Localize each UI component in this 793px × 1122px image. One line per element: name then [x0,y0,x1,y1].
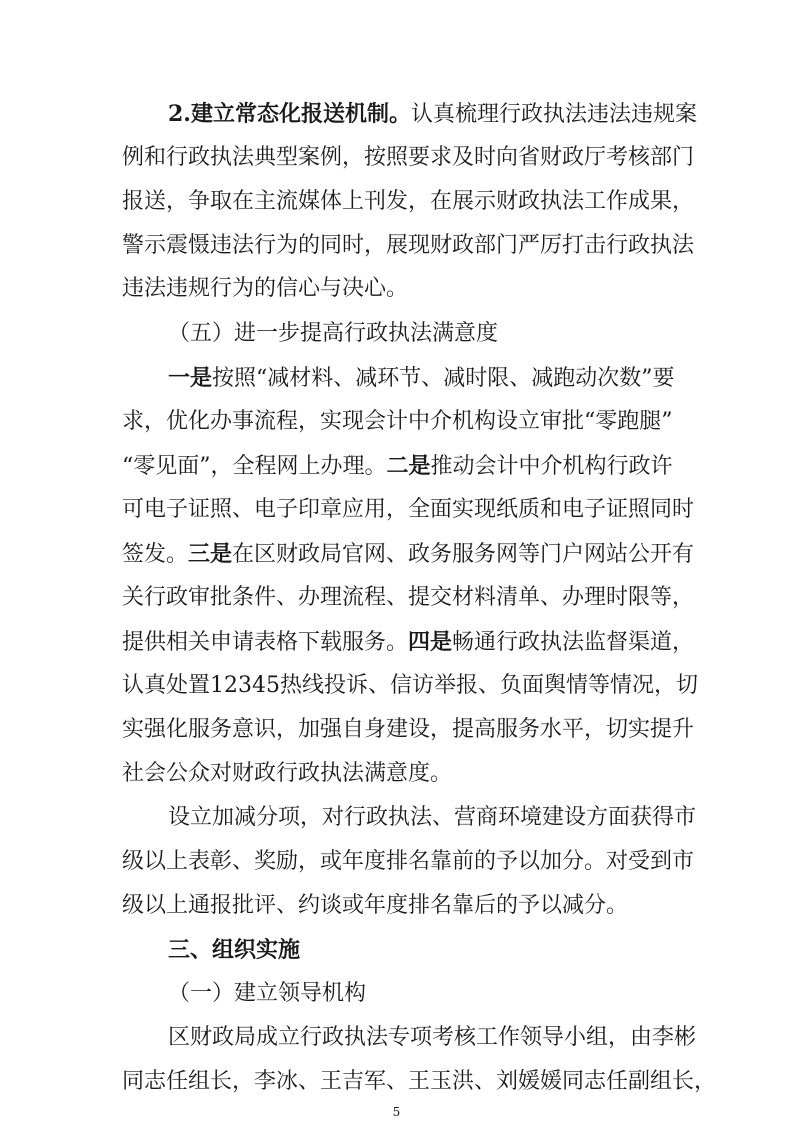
paragraph-line: 级以上通报批评、约谈或年度排名靠后的予以减分。 [122,893,629,918]
paragraph-line: 设立加减分项，对行政执法、营商环境建设方面获得市 [168,805,697,830]
paragraph-line: 关行政审批条件、办理流程、提交材料清单、办理时限等， [122,585,695,610]
paragraph-line: 实强化服务意识，加强自身建设，提高服务水平，切实提升 [122,717,695,742]
paragraph-line: 可电子证照、电子印章应用，全面实现纸质和电子证照同时 [122,497,695,522]
paragraph-line [122,540,695,568]
paragraph-line: 社会公众对财政行政执法满意度。 [122,761,453,786]
keyword: 二是 [386,453,431,479]
bold-heading: 2.建立常态化报送机制。 [168,101,411,127]
paragraph-line: 区财政局成立行政执法专项考核工作领导小组，由李彬 [168,1025,697,1050]
subsection-heading: （五）进一步提高行政执法满意度 [168,321,499,346]
page-number: 5 [392,1105,401,1119]
text-run: 在区财政局官网、政务服务网等门户网站公开有 [232,542,695,567]
paragraph-line: 求，优化办事流程，实现会计中介机构设立审批“零跑腿” [122,409,673,434]
paragraph-line: 认真处置12345热线投诉、信访举报、负面舆情等情况，切 [122,673,698,698]
text-run: 签发。 [122,542,189,567]
paragraph-line: 报送，争取在主流媒体上刊发，在展示财政执法工作成果， [122,189,695,214]
text-run: “零见面”，全程网上办理。 [122,454,387,479]
subsection-heading: （一）建立领导机构 [168,981,367,1006]
paragraph-line: 例和行政执法典型案例，按照要求及时向省财政厅考核部门 [122,145,695,170]
text-run: 推动会计中介机构行政许 [430,454,673,479]
paragraph-line [122,628,695,656]
paragraph-line [168,364,675,392]
keyword: 三是 [188,541,233,567]
text-run: 认真梳理行政执法违法违规案 [410,102,697,127]
section-heading: 三、组织实施 [168,937,301,963]
text-run: 畅通行政执法监督渠道， [452,630,695,655]
paragraph-line: 违法违规行为的信心与决心。 [122,276,409,301]
paragraph-line [168,100,697,128]
text-run: 按照“减材料、减环节、减时限、减跑动次数”要 [212,366,675,391]
paragraph-line: 级以上表彰、奖励，或年度排名靠前的予以加分。对受到市 [122,849,695,874]
paragraph-line: 同志任组长，李冰、王吉军、王玉洪、刘媛媛同志任副组长， [122,1069,717,1094]
keyword: 四是 [408,629,453,655]
paragraph-line [122,452,672,480]
text-run: 提供相关申请表格下载服务。 [122,630,409,655]
paragraph-line: 警示震慑违法行为的同时，展现财政部门严厉打击行政执法 [122,233,695,258]
keyword: 一是 [168,365,213,391]
